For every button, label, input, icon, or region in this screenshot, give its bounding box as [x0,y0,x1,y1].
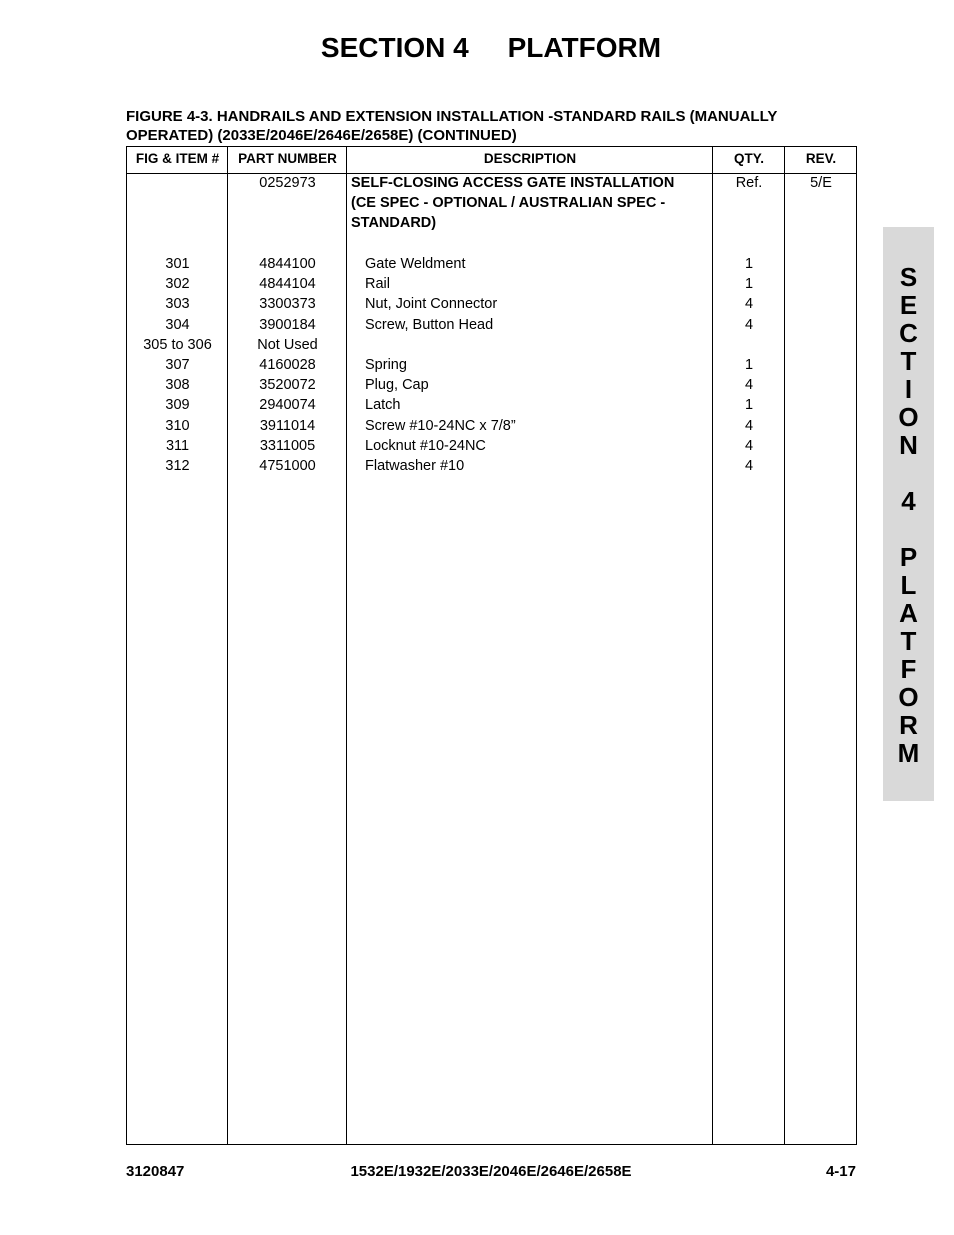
item-description: Latch [365,397,401,414]
side-tab-letter: M [897,738,920,768]
assembly-part-number: 0252973 [259,175,316,191]
table-row [127,315,856,335]
header-rev: REV. [805,151,837,166]
side-tab-letter: S [899,262,918,292]
side-tab-letter: T [900,626,917,656]
header-qty: QTY. [733,151,764,166]
item-qty: 4 [744,458,754,474]
footer-page-number: 4-17 [825,1163,856,1180]
item-qty: 4 [744,437,754,454]
item-description: Nut, Joint Connector [365,296,498,313]
side-tab-letter: 4 [901,486,916,516]
table-header [127,147,856,174]
item-number: 303 [165,296,190,313]
assembly-description-line: (CE SPEC - OPTIONAL / AUSTRALIAN SPEC - [351,195,666,211]
item-number: 307 [165,357,190,373]
side-tab-letter: O [898,402,919,432]
part-number: 3911014 [259,417,316,434]
side-tab-letter: O [898,682,919,712]
item-description: Screw, Button Head [365,316,494,333]
item-description: Plug, Cap [365,377,429,394]
table-row [127,294,856,314]
item-description: Locknut #10-24NC [365,437,486,454]
side-tab-letter: A [899,598,918,628]
item-qty: 1 [744,397,754,414]
section-side-tab [883,227,934,801]
table-row-assembly-cont [127,193,856,213]
item-number: 304 [165,316,190,333]
item-qty: 1 [744,357,754,373]
item-qty: 4 [744,417,754,434]
table-row [127,254,856,274]
item-description: Flatwasher #10 [365,458,465,474]
item-number: 301 [165,256,190,272]
footer-doc-number: 3120847 [126,1163,185,1180]
side-tab-letter: E [899,290,918,320]
header-part-number: PART NUMBER [238,151,337,166]
footer-models: 1532E/1932E/2033E/2046E/2646E/2658E [350,1163,632,1180]
side-tab-letter: L [900,570,917,600]
item-qty: 1 [744,256,754,272]
item-description: Rail [365,276,390,293]
side-tab-letter: R [899,710,918,740]
item-qty: 4 [744,316,754,333]
table-row-assembly [127,173,856,193]
table-row [127,335,856,355]
assembly-rev: 5/E [810,175,832,191]
table-row [127,395,856,415]
side-tab-letter: N [899,430,918,460]
table-row [127,456,856,476]
header-fig-item: FIG & ITEM # [135,151,220,166]
item-description: Screw #10-24NC x 7/8” [365,417,516,434]
item-number: 309 [165,397,190,414]
part-number: 4844100 [259,256,316,272]
item-qty: 1 [744,276,754,293]
side-tab-letter: C [899,318,918,348]
part-number: 3311005 [259,437,316,454]
item-number: 305 to 306 [143,336,212,353]
part-number: 4160028 [259,357,316,373]
part-number: Not Used [257,336,318,353]
item-description: Gate Weldment [365,256,466,272]
item-number: 302 [165,276,190,293]
side-tab-letter: T [900,346,917,376]
section-title: SECTION 4 PLATFORM [320,32,662,63]
part-number: 4751000 [259,458,316,474]
part-number: 3900184 [259,316,316,333]
side-tab-letter: F [900,654,917,684]
item-number: 310 [165,417,190,434]
side-tab-letter: I [904,374,913,404]
table-row [127,416,856,436]
part-number: 4844104 [259,276,316,293]
item-qty: 4 [744,377,754,394]
part-number: 3520072 [259,377,316,394]
assembly-description-line: STANDARD) [351,215,437,231]
item-number: 311 [165,437,190,454]
side-tab-letter: P [899,542,918,572]
figure-title: FIGURE 4-3. HANDRAILS AND EXTENSION INSTALLATION -STANDARD RAILS (MANUALLY OPERATED) (2033E/2046E/2646E/2658E) (CONTINUED) [126,108,778,144]
assembly-qty: Ref. [735,175,763,191]
table-row [127,274,856,294]
assembly-description-line: SELF-CLOSING ACCESS GATE INSTALLATION [351,175,675,191]
table-row [127,436,856,456]
item-number: 308 [165,377,190,394]
table-row-assembly-cont [127,213,856,233]
item-number: 312 [165,458,190,474]
table-row [127,375,856,395]
table-row [127,355,856,375]
item-description: Spring [365,357,407,373]
part-number: 2940074 [259,397,316,414]
part-number: 3300373 [259,296,316,313]
item-qty: 4 [744,296,754,313]
parts-table [126,146,857,1145]
header-description: DESCRIPTION [483,151,577,166]
